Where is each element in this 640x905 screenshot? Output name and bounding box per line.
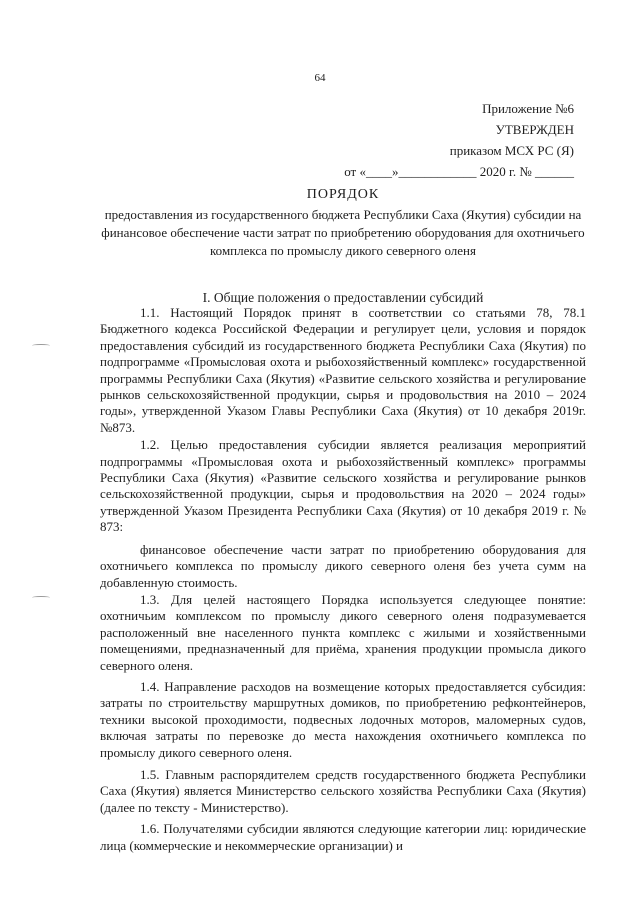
paragraph-1-6: 1.6. Получателями субсидии являются следующие категории лиц: юридические лица (коммерческие и некоммерческие организации) и	[100, 821, 586, 853]
binding-hole-mark	[32, 344, 50, 347]
approved-label: УТВЕРЖДЕН	[495, 122, 574, 137]
paragraph-1-2: 1.2. Целью предоставления субсидии является реализация мероприятий подпрограммы «Промысловая охота и рыбохозяйственный комплекс» программы Республики Саха (Якутия) «Развитие сельского хозяйства и регулирование рынков сельскохозяйственной продукции, сырья и продовольствия на 2020 – 2024 годы» утвержденной Указом Президента Республики Саха (Якутия) от 10 декабря 2019 г. № 873:	[100, 437, 586, 535]
binding-hole-mark	[32, 596, 50, 599]
document-title	[100, 184, 586, 260]
paragraph-1-3: 1.3. Для целей настоящего Порядка используется следующее понятие: охотничьим комплексом по промыслу дикого северного оленя подразумевается расположенный вне населенного пункта комплекс с жилыми и хозяйственными помещениями, предназначенный для приёма, хранения продукции промысла дикого северного оленя.	[100, 591, 586, 673]
paragraph-purpose: финансовое обеспечение части затрат по приобретению оборудования для охотничьего комплекса по промыслу дикого северного оленя без учета сумм на добавленную стоимость.	[100, 541, 586, 590]
page-number: 64	[314, 72, 326, 84]
paragraph-1-4: 1.4. Направление расходов на возмещение которых предоставляется субсидия: затраты по строительству маршрутных домиков, по приобретению рефконтейнеров, техники высокой проходимости, подвесных лодочных моторов, маломерных судов, включая затраты по перевозке до места нахождения охотничьего комплекса по промыслу дикого северного оленя.	[100, 678, 586, 760]
paragraph-1-5: 1.5. Главным распорядителем средств государственного бюджета Республики Саха (Якутия) является Министерство сельского хозяйства Республики Саха (Якутия) (далее по тексту - Министерство).	[100, 766, 586, 815]
approval-header	[300, 98, 574, 182]
order-date-line: от «____»____________ 2020 г. № ______	[344, 164, 574, 179]
section-heading: I. Общие положения о предоставлении субсидий	[202, 290, 484, 305]
order-label: приказом МСХ РС (Я)	[449, 143, 574, 158]
title-subtitle: предоставления из государственного бюджета Республики Саха (Якутия) субсидии на финансовое обеспечение части затрат по приобретению оборудования для охотничьего комплекса по промыслу дикого северного оленя	[101, 207, 585, 258]
paragraph-1-1: 1.1. Настоящий Порядок принят в соответствии со статьями 78, 78.1 Бюджетного кодекса Российской Федерации и регулирует цели, условия и порядок предоставления субсидий из государственного бюджета Республики Саха (Якутия) по подпрограмме «Промысловая охота и рыбохозяйственный комплекс» государственной программы Республики Саха (Якутия) «Развитие сельского хозяйства и регулирование рынков сельскохозяйственной продукции, сырья и продовольствия на 2010 – 2024 годы», утвержденной Указом Главы Республики Саха (Якутия) от 10 декабря 2019г. №873.	[100, 305, 586, 435]
body-text	[100, 305, 586, 854]
title-main: ПОРЯДОК	[306, 187, 380, 202]
appendix-label: Приложение №6	[482, 101, 574, 116]
